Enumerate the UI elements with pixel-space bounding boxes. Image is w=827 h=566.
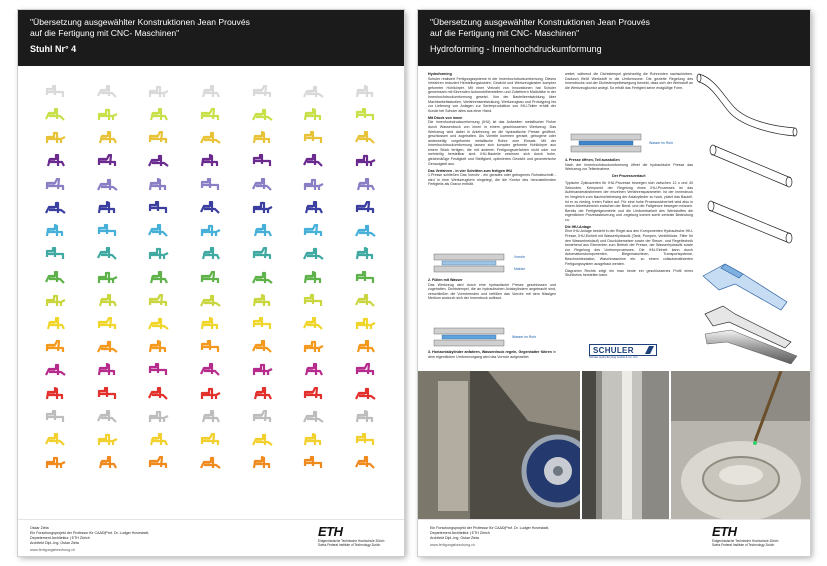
chair-variant (252, 108, 274, 122)
chair-variant (97, 456, 119, 470)
chair-variant (252, 317, 274, 331)
chair-variant (355, 340, 377, 354)
chair-variant (303, 108, 325, 122)
right-footer (418, 519, 810, 556)
chair-variant (148, 154, 170, 168)
chair-variant (97, 178, 119, 192)
diagram-label: Matrize (514, 267, 526, 271)
chair-variant (355, 387, 377, 401)
eth-line: Swiss Federal Institute of Technology Zurich (318, 543, 381, 548)
chair-variant (252, 178, 274, 192)
left-title-line1: "Übersetzung ausgewählter Konstruktionen Jean Prouvés (30, 17, 250, 27)
photo-formed-part (671, 371, 810, 519)
chair-variant (45, 201, 67, 215)
right-footer-line: Ein Forschungsprojekt der Professur für CAAD|Prof. Dr. Ludger Hovestadt, (430, 526, 549, 530)
chair-variant (200, 224, 222, 238)
chair-variant (303, 201, 325, 215)
chair-variant (148, 201, 170, 215)
chair-variant (148, 108, 170, 122)
chair-variant (45, 317, 67, 331)
chair-variant (355, 131, 377, 145)
chair-variant (148, 224, 170, 238)
chair-variant (148, 294, 170, 308)
chair-variant (252, 154, 274, 168)
diagram-label: Wasser im Rohr (512, 335, 537, 339)
chair-variant (252, 201, 274, 215)
sketch-straight-tube (710, 145, 792, 187)
chair-variant (97, 433, 119, 447)
chair-variant (97, 294, 119, 308)
eth-logo: ETH (318, 524, 343, 539)
chair-variant (303, 294, 325, 308)
chair-variant (200, 433, 222, 447)
chair-variant (148, 271, 170, 285)
right-footer-url[interactable]: www.fertigungsforschung.ch (430, 543, 475, 547)
chair-variant (252, 224, 274, 238)
section-heading: 4. Presse öffnen, Teil ausstoßen (565, 158, 620, 162)
chair-variant (355, 294, 377, 308)
chair-variant (355, 178, 377, 192)
chair-variant (97, 85, 119, 99)
eth-name (712, 539, 778, 547)
chair-variant (200, 154, 222, 168)
chair-variant (148, 131, 170, 145)
chair-variant (200, 340, 222, 354)
left-poster-header (18, 10, 404, 66)
left-subtitle: Stuhl Nr° 4 (30, 44, 77, 54)
chair-variant (303, 85, 325, 99)
chair-variant (45, 224, 67, 238)
section-text: Schuler realisiert Fertigungssysteme in der Innenhochdruckumformung. Dieses Verfahren reduziert Herstellungskosten, Gewicht und Werkzeugkosten komplex geformter Hohlkörper. Mit einer Vielzahl von Innovationen hat Schuler gemeinsam mit führenden Automobilherstellern und Zulieferern Maßstäbe in der Innenhochdruckumformung gesetzt. Von der Bauteileentwicklung über Machbarkeitsstudien, Verfahrensentwicklung, Werkzeugbau und Prototyping bis zur Lieferung von Anlagen zur Serienproduktion von IHU-Teilen erhält der Kunde bei Schuler alles aus einer Hand. (428, 76, 556, 113)
text-column-2b (565, 158, 693, 280)
chair-variant (200, 85, 222, 99)
diagram-label: Wasser im Rohr (649, 141, 674, 145)
chair-variant (303, 178, 325, 192)
section-heading: Das Verfahren - in vier Schritten zum fertigen IHU (428, 168, 513, 173)
chair-variant (355, 108, 377, 122)
chair-variant (148, 433, 170, 447)
section-text: 1.Presse schließen Das Vorrohr - ein gerades oder gebogenes Rohrabschnitt - wird in eine Werkzeugform eingelegt, die die Kontur des herzustellenden Fertigteils als Gravur enthält. (428, 173, 556, 187)
section-heading: 3. Horizontalzylinder anfahren, Wasserdruck regeln, Gegenhalter führen (428, 350, 552, 354)
eth-logo: ETH (712, 524, 737, 539)
chair-variant (303, 131, 325, 145)
text-column-2 (565, 72, 693, 93)
chair-variant (303, 433, 325, 447)
chair-variant (303, 317, 325, 331)
chair-variant (148, 387, 170, 401)
eth-line: Swiss Federal Institute of Technology Zurich (712, 543, 775, 548)
process-diagram-3 (565, 132, 693, 154)
schuler-logo (565, 344, 693, 360)
chair-variant (97, 410, 119, 424)
chair-variant (355, 433, 377, 447)
chair-variant (45, 363, 67, 377)
chair-variant (45, 387, 67, 401)
section-text: Diagramm Rechts zeigt ein man heute ein geschlossenes Profil eines Stuhlbeins herstellen kann. (565, 268, 693, 278)
chair-variant (45, 433, 67, 447)
left-footer-url[interactable]: www.fertigungsforschung.ch (30, 548, 75, 552)
chair-variant (252, 247, 274, 261)
chair-variant (97, 340, 119, 354)
left-title-line2: auf die Fertigung mit CNC- Maschinen" (30, 28, 180, 38)
sketch-tube-3 (708, 201, 792, 243)
chair-variant (200, 247, 222, 261)
section-text: Nach der Innenhochdruckumformung öffnet die hydraulische Presse das Werkzeug zur Teilentnahme. (565, 162, 693, 172)
chair-variant (97, 363, 119, 377)
chair-variant (303, 456, 325, 470)
chair-variant (355, 224, 377, 238)
chair-variant (303, 410, 325, 424)
right-footer-credits (430, 526, 549, 548)
chair-variant (148, 340, 170, 354)
chair-variant (200, 108, 222, 122)
chair-variant (252, 456, 274, 470)
chair-variant (45, 271, 67, 285)
chair-variant (97, 247, 119, 261)
chair-variant (45, 294, 67, 308)
chair-variant (45, 108, 67, 122)
chair-variant (355, 456, 377, 470)
sketch-bent-tube (697, 74, 797, 136)
chair-variant (200, 387, 222, 401)
left-poster (18, 10, 404, 556)
chair-variant (252, 85, 274, 99)
left-footer (18, 519, 404, 556)
chair-variant (303, 387, 325, 401)
eth-line: Eidgenössische Technische Hochschule Zürich (318, 539, 385, 543)
left-footer-line: Architekt Dipl.-Ing. Oskar Zieta (30, 541, 79, 545)
section-heading: Hydroforming (428, 72, 452, 76)
chair-variant (303, 340, 325, 354)
right-footer-line: Architekt Dipl.-Ing. Oskar Zieta (430, 536, 479, 540)
chair-variant (355, 410, 377, 424)
chair-variant (148, 85, 170, 99)
section-text: Das Werkzeug wird durch eine hydraulische Presse geschlossen und zugehalten. Dichtstempel, die an hydraulischen Axialzylindern angebracht sind, verschließen die Vorrohrenden und befüllen das Vorrohr mit dem flüssigen Medium wodurch sich der Innendruck aufbaut. (428, 282, 556, 301)
chair-variant (45, 247, 67, 261)
eth-name (318, 539, 384, 547)
chair-variant (148, 317, 170, 331)
chair-variant (148, 410, 170, 424)
chair-variant (252, 294, 274, 308)
chair-variant (97, 131, 119, 145)
chair-variant (45, 131, 67, 145)
chair-variant (252, 363, 274, 377)
chair-variant (97, 387, 119, 401)
chair-variant (200, 131, 222, 145)
chair-variation-grid (30, 80, 392, 475)
chair-variant (97, 224, 119, 238)
chair-variant (45, 85, 67, 99)
chair-variant (252, 433, 274, 447)
left-footer-line: Oskar Zieta (30, 526, 49, 530)
chair-variant (148, 363, 170, 377)
right-title-line2: auf die Fertigung mit CNC- Maschinen" (430, 28, 580, 38)
section-heading: Der Prozessverlauf: (612, 174, 646, 179)
chair-variant (97, 271, 119, 285)
chair-variant (303, 224, 325, 238)
chair-variant (200, 363, 222, 377)
chair-variant (252, 340, 274, 354)
chair-variant (97, 317, 119, 331)
chair-variant (97, 154, 119, 168)
chair-variant (252, 387, 274, 401)
chair-leg-part-photo (701, 326, 801, 366)
schuler-wordmark: SCHULER (593, 346, 634, 355)
right-title-line1: "Übersetzung ausgewählter Konstruktionen Jean Prouvés (430, 17, 650, 27)
chair-variant (45, 340, 67, 354)
section-text: Eine IHU-Anlage besteht in der Regel aus den Komponenten Hydraulische IHU-Presse, IHU-Einheit mit Wasserhydraulik (Tank, Pumpen, Ventilblöcke, Filter für den Wasserkreislauf) und Druckübersetzer sowie der Steuer- und Regeltechnik bestehend aus Elementen zum Betrieb der Presse, der Wasserhydraulik sowie zur Regelung des Umformprozesses. Die IHU-Einheit kann durch Automationskomponenten, Biegemaschinen, Transportsysteme, Beschneidestation, Waschmaschine etc. zu einem vollautomatisierten Fertigungssystem ausgebaut werden. (565, 229, 693, 266)
chair-variant (97, 201, 119, 215)
chair-variant (355, 317, 377, 331)
text-column-1c (428, 350, 556, 362)
photo-strip (418, 371, 810, 519)
left-footer-line: Departement Architektur | ETH Zürich (30, 536, 90, 540)
section-text: In dem eigentlichen Umformvorgang wird das Vorrohr aufgeweitet. (428, 350, 556, 359)
chair-variant (355, 85, 377, 99)
diagram-label: Vorrohr (514, 255, 526, 259)
chair-variant (45, 410, 67, 424)
section-text: weitet, während die Dichtstempel gleichzeitig die Rohrenden nachschieben. Dadurch fließt Werkstoff in die Umformzone. Die gezielte Regelung des Innendrucks und der Dichtstempelbewegung bewirkt, dass sich der Werkstoff an die Werkzeugkontur anlegt. So erhält das Fertigteil seine endgültige Form. (565, 72, 693, 90)
chair-variant (355, 154, 377, 168)
chair-variant (148, 247, 170, 261)
left-footer-line: Ein Forschungsprojekt der Professur für CAAD|Prof. Dr. Ludger Hovestadt, (30, 531, 149, 535)
right-poster-header (418, 10, 810, 66)
photo-tube-closeup (582, 371, 669, 519)
sketch-formed-part-blue (703, 264, 787, 310)
chair-variant (200, 178, 222, 192)
chair-variant (303, 271, 325, 285)
chair-variant (200, 456, 222, 470)
chair-variant (200, 317, 222, 331)
chair-variant (303, 363, 325, 377)
right-poster (418, 10, 810, 556)
chair-variant (355, 247, 377, 261)
chair-variant (97, 108, 119, 122)
process-diagram-2 (428, 326, 556, 348)
chair-variant (148, 178, 170, 192)
eth-line: Eidgenössische Technische Hochschule Zürich (712, 539, 779, 543)
text-column-1b (428, 278, 556, 303)
chair-variant (303, 247, 325, 261)
tube-sketches (695, 68, 803, 368)
chair-variant (45, 154, 67, 168)
chair-variant (303, 154, 325, 168)
chair-variant (355, 201, 377, 215)
schuler-mark-icon (645, 346, 654, 354)
chair-variant (45, 178, 67, 192)
section-heading: Mit Druck von innen (428, 115, 463, 120)
chair-variant (200, 294, 222, 308)
text-column-1 (428, 72, 556, 189)
section-heading: Die IHU-Anlage (565, 224, 591, 229)
photo-press-tool (418, 371, 580, 519)
chair-variant (148, 456, 170, 470)
chair-variant (252, 410, 274, 424)
left-footer-credits (30, 526, 149, 553)
chair-variant (355, 363, 377, 377)
section-text: Typische Zykluszeiten für IHU-Prozesse bewegen sich zwischen 12 s und 40 Sekunden. Kernpunkt der Regelung eines IHU-Prozesses ist das Aufeinanderabstimmen der einzelnen Verfahrensparameter. Ist der Innendruck im Vergleich zum Nachschiebeweg der Axialzylinder zu hoch, platzt das Bauteil. Ist er zu niedrig, treten Falten auf. Für eine hohe Prozesssicherheit wird also in einem Arbeitsbereich zwischen der Berst- und der Faltgrenze bewegen müssen. Bereits der Fertigteilgeometrie und die Umformbarkeit des Werkstoffes die eigentlichen Prozesssteuerung und -regelung kommt somit zentrale Bedeutung zu. (565, 181, 693, 222)
chair-variant (252, 131, 274, 145)
chair-variant (200, 410, 222, 424)
section-heading: 2. Füllen mit Wasser (428, 278, 463, 282)
section-text: Die Innenhochdruckumformung (IHU) ist das Aufweiten metallischer Rohre durch Wasserdruck von innen in einem geschlossenen Werkzeug. Das Werkzeug wird dabei in Anlehnung an die hydraulische Presse geöffnet, geschlossen und zugehalten. Als Vorteile kommen gerade, gebogene oder anderweitig vorgeformte metallische Rohre zum Einsatz. Mit der Innenhochdruckumformung lassen sich komplex geformte Hohlkörper aus einem Stück fertigen, die mit anderen Fertigungsverfahren nicht oder nur mehrteilig herstellbar sind. IHU-Bauteile zeichnen sich durch hohe, gleichmäßige Festigkeit und Steifigkeit, optimiertes Gewicht und geometrische Genauigkeit aus. (428, 120, 556, 166)
chair-variant (355, 271, 377, 285)
chair-variant (200, 201, 222, 215)
process-diagram-1 (428, 252, 556, 274)
right-footer-line: Departement Architektur | ETH Zürich (430, 531, 490, 535)
schuler-tagline: Schuler Hydroforming GmbH & Co. KG (589, 355, 638, 359)
right-subtitle: Hydroforming - Innenhochdruckumformung (430, 44, 602, 54)
chair-variant (45, 456, 67, 470)
chair-variant (200, 271, 222, 285)
chair-variant (252, 271, 274, 285)
